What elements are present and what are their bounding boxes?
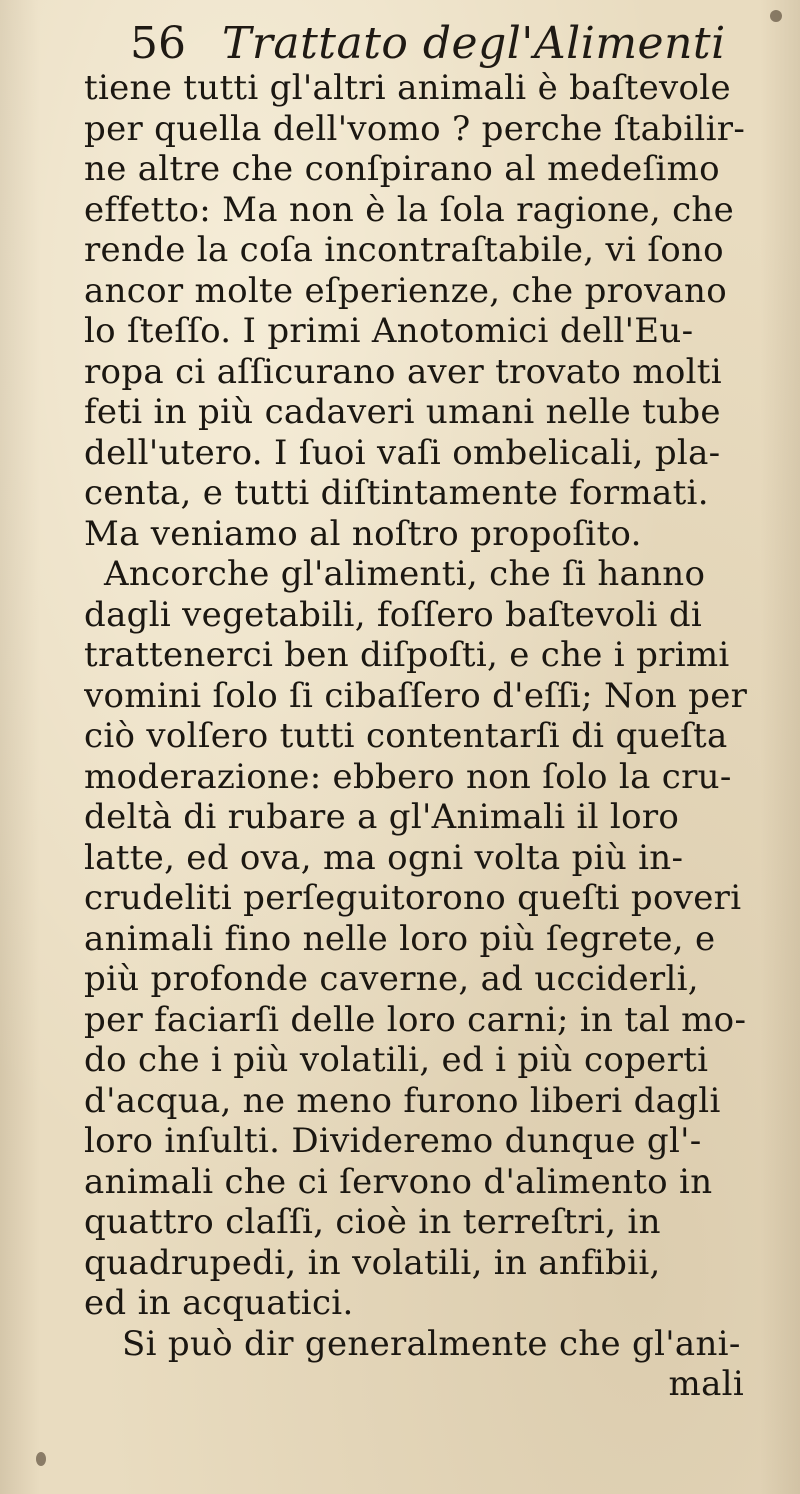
ink-smudge [36, 1452, 46, 1466]
text-line: animali che ci ſervono d'alimento in [84, 1161, 713, 1202]
text-line: dagli vegetabili, foſſero baſtevoli di [84, 594, 703, 635]
paragraph-start-line: Si può dir generalmente che gl'ani- [122, 1323, 741, 1364]
text-line: centa, e tutti diſtintamente formati. [84, 473, 709, 513]
page-number: 56 [130, 18, 186, 69]
text-line: moderazione: ebbero non ſolo la cru- [84, 756, 732, 797]
text-line: vomini ſolo ſi cibaſſero d'eſſi; Non per [84, 675, 748, 716]
text-line: feti in più cadaveri umani nelle tube [84, 392, 721, 432]
text-line: animali fino nelle loro più ſegrete, e [84, 918, 716, 959]
text-line: ancor molte eſperienze, che provano [84, 270, 728, 311]
text-line: ciò volſero tutti contentarſi di queſta [84, 716, 728, 756]
text-line: per quella dell'vomo ? perche ſtabilir- [84, 108, 746, 149]
text-line: più profonde caverne, ad ucciderli, [84, 959, 699, 999]
text-line: Ma veniamo al noſtro propoſito. [84, 513, 642, 554]
running-title: Trattato degl'Alimenti [222, 18, 726, 69]
text-line: dell'utero. I ſuoi vaſi ombelicali, pla- [84, 432, 721, 473]
ink-smudge [770, 10, 782, 22]
text-line: rende la coſa incontraſtabile, vi ſono [84, 230, 724, 270]
text-line: ne altre che conſpirano al medeſimo [84, 149, 720, 189]
text-line: ed in acquatici. [84, 1283, 354, 1323]
body-text [84, 68, 784, 1405]
text-line: do che i più volatili, ed i più coperti [84, 1040, 709, 1080]
text-line: quadrupedi, in volatili, in anfibii, [84, 1242, 661, 1283]
catchword: mali [668, 1364, 744, 1404]
text-line: deltà di rubare a gl'Animali il loro [84, 797, 680, 837]
paragraph-start-line: Ancorche gl'alimenti, che ſi hanno [104, 554, 706, 594]
text-line: ropa ci aſſicurano aver trovato molti [84, 351, 722, 392]
text-line: d'acqua, ne meno furono liberi dagli [84, 1080, 721, 1121]
text-line: crudeliti perſeguitorono queſti poveri [84, 878, 742, 918]
text-line: per faciarſi delle loro carni; in tal mo- [84, 999, 747, 1040]
text-line: tiene tutti gl'altri animali è baſtevole [84, 68, 731, 108]
text-line: effetto: Ma non è la ſola ragione, che [84, 189, 735, 230]
text-line: quattro claſſi, cioè in terreſtri, in [84, 1202, 661, 1242]
text-line: latte, ed ova, ma ogni volta più in- [84, 837, 684, 878]
text-line: loro inſulti. Divideremo dunque gl'- [84, 1121, 702, 1161]
text-line: trattenerci ben diſpoſti, e che i primi [84, 635, 730, 675]
text-line: lo ſteſſo. I primi Anotomici dell'Eu- [84, 311, 694, 351]
